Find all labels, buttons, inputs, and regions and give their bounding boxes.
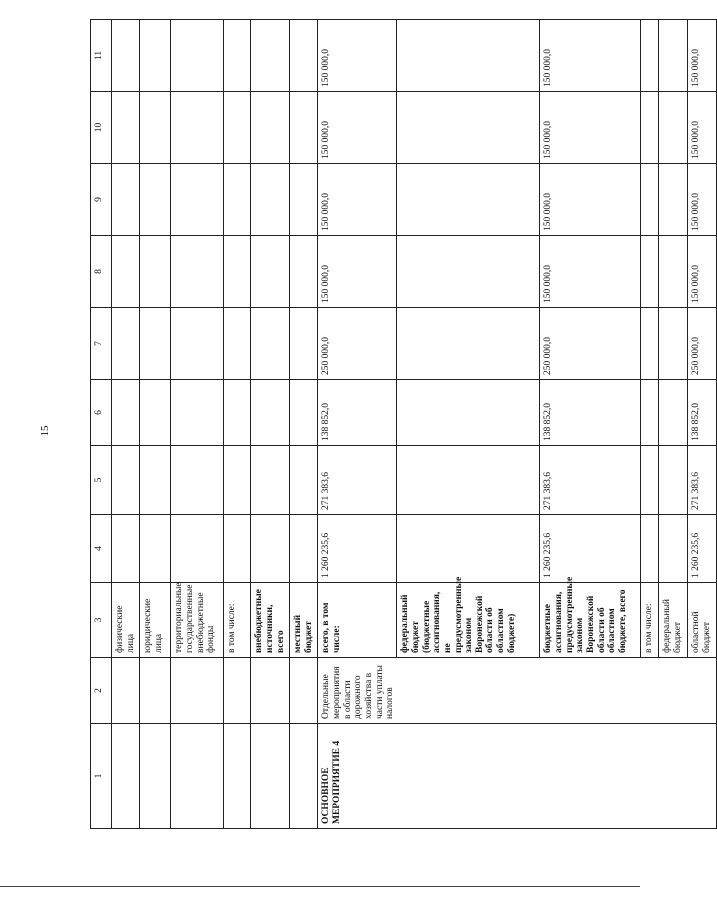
value-cell	[397, 515, 540, 583]
value-cell	[397, 380, 540, 446]
row-label: всего, в том числе:	[318, 583, 397, 658]
row-label: юридические лица	[140, 583, 171, 658]
budget-table	[90, 19, 717, 829]
row-label: бюджетные ассигнования, предусмотренные законом Воронежской области об областном бюджете, всего	[540, 583, 641, 658]
rotated-table-container	[90, 20, 712, 829]
value-cell: 150 000,0	[540, 92, 641, 164]
value-cell	[659, 446, 688, 515]
value-cell	[641, 380, 659, 446]
value-cell: 150 000,0	[318, 236, 397, 308]
value-cell	[659, 20, 688, 92]
col-header-8: 8	[91, 236, 112, 308]
col-header-1: 1	[91, 724, 112, 829]
row-label: областной бюджет	[688, 583, 716, 658]
row-label: в том числе:	[641, 583, 659, 658]
col-header-4: 4	[91, 515, 112, 583]
value-cell: 1 260 235,6	[318, 515, 397, 583]
page-number: 15	[39, 425, 51, 437]
value-cell: 250 000,0	[540, 308, 641, 380]
value-cell	[659, 92, 688, 164]
row-label: федеральный бюджет	[659, 583, 688, 658]
value-cell	[641, 92, 659, 164]
table-row	[112, 20, 140, 829]
value-cell	[659, 515, 688, 583]
value-cell	[641, 236, 659, 308]
measure-name: Отдельные мероприятия в области дорожного хозяйства в части уплаты налогов	[318, 658, 716, 724]
value-cell	[659, 308, 688, 380]
value-cell: 271 383,6	[688, 446, 716, 515]
value-cell: 150 000,0	[540, 236, 641, 308]
value-cell: 150 000,0	[688, 20, 716, 92]
value-cell: 250 000,0	[318, 308, 397, 380]
value-cell	[397, 164, 540, 236]
value-cell: 1 260 235,6	[688, 515, 716, 583]
value-cell: 250 000,0	[688, 308, 716, 380]
value-cell: 150 000,0	[688, 92, 716, 164]
value-cell: 150 000,0	[318, 20, 397, 92]
row-label: в том числе:	[224, 583, 251, 658]
row-label: федеральный бюджет (бюджетные ассигнования, не предусмотренные законом Воронежской области об областном бюджете)	[397, 583, 540, 658]
table-row	[251, 20, 290, 829]
value-cell: 150 000,0	[540, 20, 641, 92]
value-cell	[659, 380, 688, 446]
value-cell	[659, 236, 688, 308]
value-cell: 138 852,0	[540, 380, 641, 446]
value-cell	[641, 164, 659, 236]
bottom-rule	[0, 886, 640, 887]
table-row	[140, 20, 171, 829]
value-cell: 138 852,0	[688, 380, 716, 446]
col-header-11: 11	[91, 20, 112, 92]
value-cell	[397, 20, 540, 92]
col-header-7: 7	[91, 308, 112, 380]
col-header-9: 9	[91, 164, 112, 236]
col-header-3: 3	[91, 583, 112, 658]
col-header-5: 5	[91, 446, 112, 515]
value-cell: 150 000,0	[318, 164, 397, 236]
header-row	[91, 20, 112, 829]
value-cell: 150 000,0	[688, 164, 716, 236]
value-cell	[641, 308, 659, 380]
col-header-10: 10	[91, 92, 112, 164]
measure-title: ОСНОВНОЕ МЕРОПРИЯТИЕ 4	[318, 724, 716, 829]
value-cell	[641, 515, 659, 583]
table-row	[224, 20, 251, 829]
table-row	[290, 20, 318, 829]
value-cell	[641, 20, 659, 92]
row-label: территориальные государственные внебюджетные фонды	[171, 583, 224, 658]
table-row	[171, 20, 224, 829]
row-label: местный бюджет	[290, 583, 318, 658]
table-row	[318, 20, 397, 829]
row-label: физические лица	[112, 583, 140, 658]
value-cell: 150 000,0	[540, 164, 641, 236]
value-cell: 150 000,0	[318, 92, 397, 164]
value-cell	[397, 308, 540, 380]
value-cell: 1 260 235,6	[540, 515, 641, 583]
value-cell: 150 000,0	[688, 236, 716, 308]
col-header-2: 2	[91, 658, 112, 724]
value-cell	[397, 236, 540, 308]
value-cell: 138 852,0	[318, 380, 397, 446]
value-cell	[397, 92, 540, 164]
value-cell	[659, 164, 688, 236]
value-cell: 271 383,6	[540, 446, 641, 515]
col-header-6: 6	[91, 380, 112, 446]
value-cell	[397, 446, 540, 515]
value-cell: 271 383,6	[318, 446, 397, 515]
row-label: внебюджетные источники, всего	[251, 583, 290, 658]
value-cell	[641, 446, 659, 515]
